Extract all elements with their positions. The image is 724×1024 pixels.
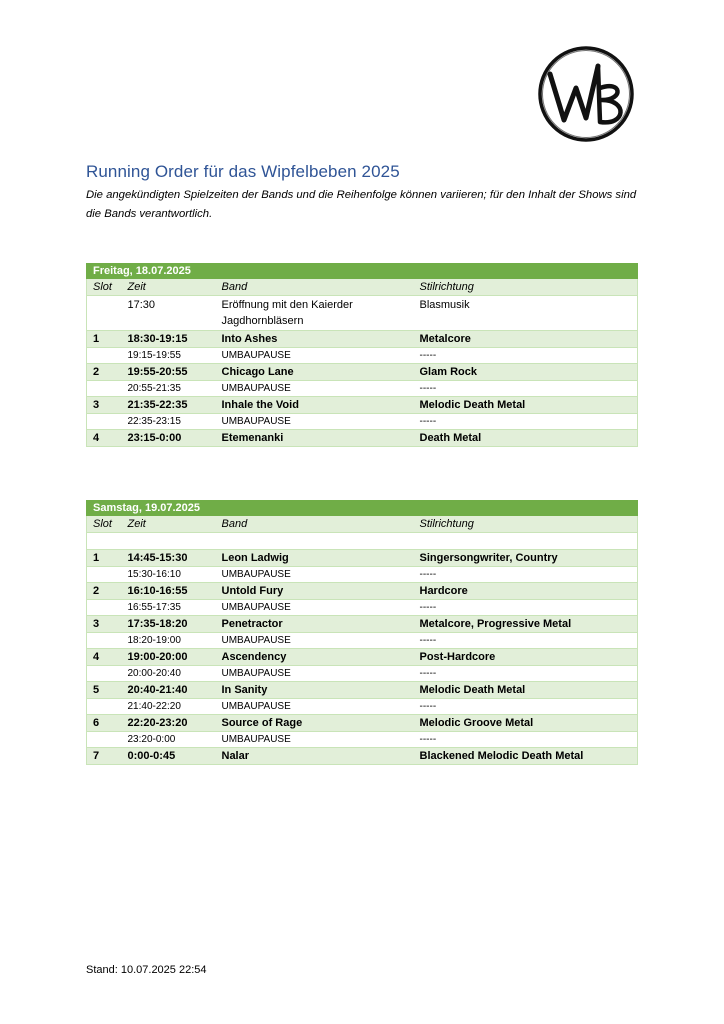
band-name: Penetractor [216, 616, 414, 633]
slot-cell [87, 633, 122, 649]
band-name: Nalar [216, 748, 414, 765]
genre-cell: ----- [414, 381, 638, 397]
changeover-row [87, 600, 638, 616]
slot-cell: 5 [87, 682, 122, 699]
column-header-band: Band [216, 516, 414, 533]
time-cell: 20:40-21:40 [122, 682, 216, 699]
opening-band: Eröffnung mit den Kaierder Jagdhornbläsern [216, 296, 414, 331]
time-cell: 16:10-16:55 [122, 583, 216, 600]
column-header-time: Zeit [122, 279, 216, 296]
band-row [87, 715, 638, 732]
band-row [87, 430, 638, 447]
changeover-row [87, 666, 638, 682]
slot-cell: 1 [87, 331, 122, 348]
slot-cell [87, 567, 122, 583]
genre-cell: ----- [414, 348, 638, 364]
band-row [87, 583, 638, 600]
time-cell: 22:35-23:15 [122, 414, 216, 430]
opening-time: 17:30 [122, 296, 216, 331]
band-name: Into Ashes [216, 331, 414, 348]
friday-date-label: Freitag, 18.07.2025 [87, 263, 638, 279]
column-header-genre: Stilrichtung [414, 516, 638, 533]
friday-header-row [87, 263, 638, 279]
genre-cell: Hardcore [414, 583, 638, 600]
genre-cell: Melodic Groove Metal [414, 715, 638, 732]
band-name: Inhale the Void [216, 397, 414, 414]
genre-cell: ----- [414, 732, 638, 748]
time-cell: 23:15-0:00 [122, 430, 216, 447]
band-name: Untold Fury [216, 583, 414, 600]
time-cell: 18:20-19:00 [122, 633, 216, 649]
changeover-row [87, 732, 638, 748]
time-cell: 19:15-19:55 [122, 348, 216, 364]
band-name: Leon Ladwig [216, 550, 414, 567]
changeover-label: UMBAUPAUSE [216, 414, 414, 430]
slot-cell: 3 [87, 397, 122, 414]
genre-cell: ----- [414, 666, 638, 682]
changeover-label: UMBAUPAUSE [216, 381, 414, 397]
band-row [87, 649, 638, 666]
time-cell: 14:45-15:30 [122, 550, 216, 567]
changeover-label: UMBAUPAUSE [216, 666, 414, 682]
time-cell: 21:40-22:20 [122, 699, 216, 715]
genre-cell: ----- [414, 600, 638, 616]
band-row [87, 550, 638, 567]
genre-cell: Melodic Death Metal [414, 397, 638, 414]
slot-cell [87, 732, 122, 748]
friday-schedule-table [86, 263, 638, 447]
slot-cell: 2 [87, 583, 122, 600]
footer-timestamp: Stand: 10.07.2025 22:54 [86, 964, 207, 976]
festival-logo [536, 44, 636, 144]
slot-cell [87, 381, 122, 397]
friday-opening-row [87, 296, 638, 331]
time-cell: 19:55-20:55 [122, 364, 216, 381]
slot-cell: 7 [87, 748, 122, 765]
genre-cell: Melodic Death Metal [414, 682, 638, 699]
changeover-label: UMBAUPAUSE [216, 600, 414, 616]
time-cell: 16:55-17:35 [122, 600, 216, 616]
saturday-schedule-table [86, 500, 638, 765]
opening-slot [87, 296, 122, 331]
genre-cell: Singersongwriter, Country [414, 550, 638, 567]
band-name: Source of Rage [216, 715, 414, 732]
changeover-row [87, 633, 638, 649]
slot-cell [87, 666, 122, 682]
time-cell: 0:00-0:45 [122, 748, 216, 765]
band-name: Etemenanki [216, 430, 414, 447]
time-cell: 15:30-16:10 [122, 567, 216, 583]
genre-cell: Metalcore, Progressive Metal [414, 616, 638, 633]
band-name: Chicago Lane [216, 364, 414, 381]
saturday-date-label: Samstag, 19.07.2025 [87, 500, 638, 516]
slot-cell [87, 414, 122, 430]
friday-column-headers [87, 279, 638, 296]
band-row [87, 682, 638, 699]
genre-cell: ----- [414, 633, 638, 649]
changeover-row [87, 348, 638, 364]
genre-cell: ----- [414, 414, 638, 430]
changeover-row [87, 567, 638, 583]
changeover-label: UMBAUPAUSE [216, 567, 414, 583]
band-row [87, 616, 638, 633]
column-header-genre: Stilrichtung [414, 279, 638, 296]
genre-cell: ----- [414, 567, 638, 583]
time-cell: 23:20-0:00 [122, 732, 216, 748]
time-cell: 20:55-21:35 [122, 381, 216, 397]
page-title: Running Order für das Wipfelbeben 2025 [86, 162, 400, 181]
slot-cell [87, 600, 122, 616]
time-cell: 17:35-18:20 [122, 616, 216, 633]
band-row [87, 748, 638, 765]
genre-cell: ----- [414, 699, 638, 715]
changeover-row [87, 699, 638, 715]
changeover-label: UMBAUPAUSE [216, 732, 414, 748]
slot-cell: 4 [87, 430, 122, 447]
slot-cell [87, 348, 122, 364]
time-cell: 22:20-23:20 [122, 715, 216, 732]
genre-cell: Post-Hardcore [414, 649, 638, 666]
time-cell: 19:00-20:00 [122, 649, 216, 666]
saturday-header-row [87, 500, 638, 516]
slot-cell [87, 699, 122, 715]
column-header-slot: Slot [87, 516, 122, 533]
saturday-column-headers [87, 516, 638, 533]
band-row [87, 364, 638, 381]
band-row [87, 397, 638, 414]
column-header-band: Band [216, 279, 414, 296]
time-cell: 18:30-19:15 [122, 331, 216, 348]
genre-cell: Blackened Melodic Death Metal [414, 748, 638, 765]
time-cell: 20:00-20:40 [122, 666, 216, 682]
genre-cell: Glam Rock [414, 364, 638, 381]
column-header-slot: Slot [87, 279, 122, 296]
changeover-label: UMBAUPAUSE [216, 633, 414, 649]
slot-cell: 4 [87, 649, 122, 666]
band-name: Ascendency [216, 649, 414, 666]
column-header-time: Zeit [122, 516, 216, 533]
time-cell: 21:35-22:35 [122, 397, 216, 414]
changeover-label: UMBAUPAUSE [216, 348, 414, 364]
slot-cell: 1 [87, 550, 122, 567]
band-name: In Sanity [216, 682, 414, 699]
genre-cell: Death Metal [414, 430, 638, 447]
changeover-label: UMBAUPAUSE [216, 699, 414, 715]
genre-cell: Metalcore [414, 331, 638, 348]
page-subtitle: Die angekündigten Spielzeiten der Bands und die Reihenfolge können variieren; für den Inhalt der Shows sind die Bands verantwortlich. [86, 189, 637, 220]
changeover-row [87, 414, 638, 430]
slot-cell: 2 [87, 364, 122, 381]
slot-cell: 3 [87, 616, 122, 633]
opening-genre: Blasmusik [414, 296, 638, 331]
band-row [87, 331, 638, 348]
slot-cell: 6 [87, 715, 122, 732]
saturday-empty-row [87, 533, 638, 550]
changeover-row [87, 381, 638, 397]
